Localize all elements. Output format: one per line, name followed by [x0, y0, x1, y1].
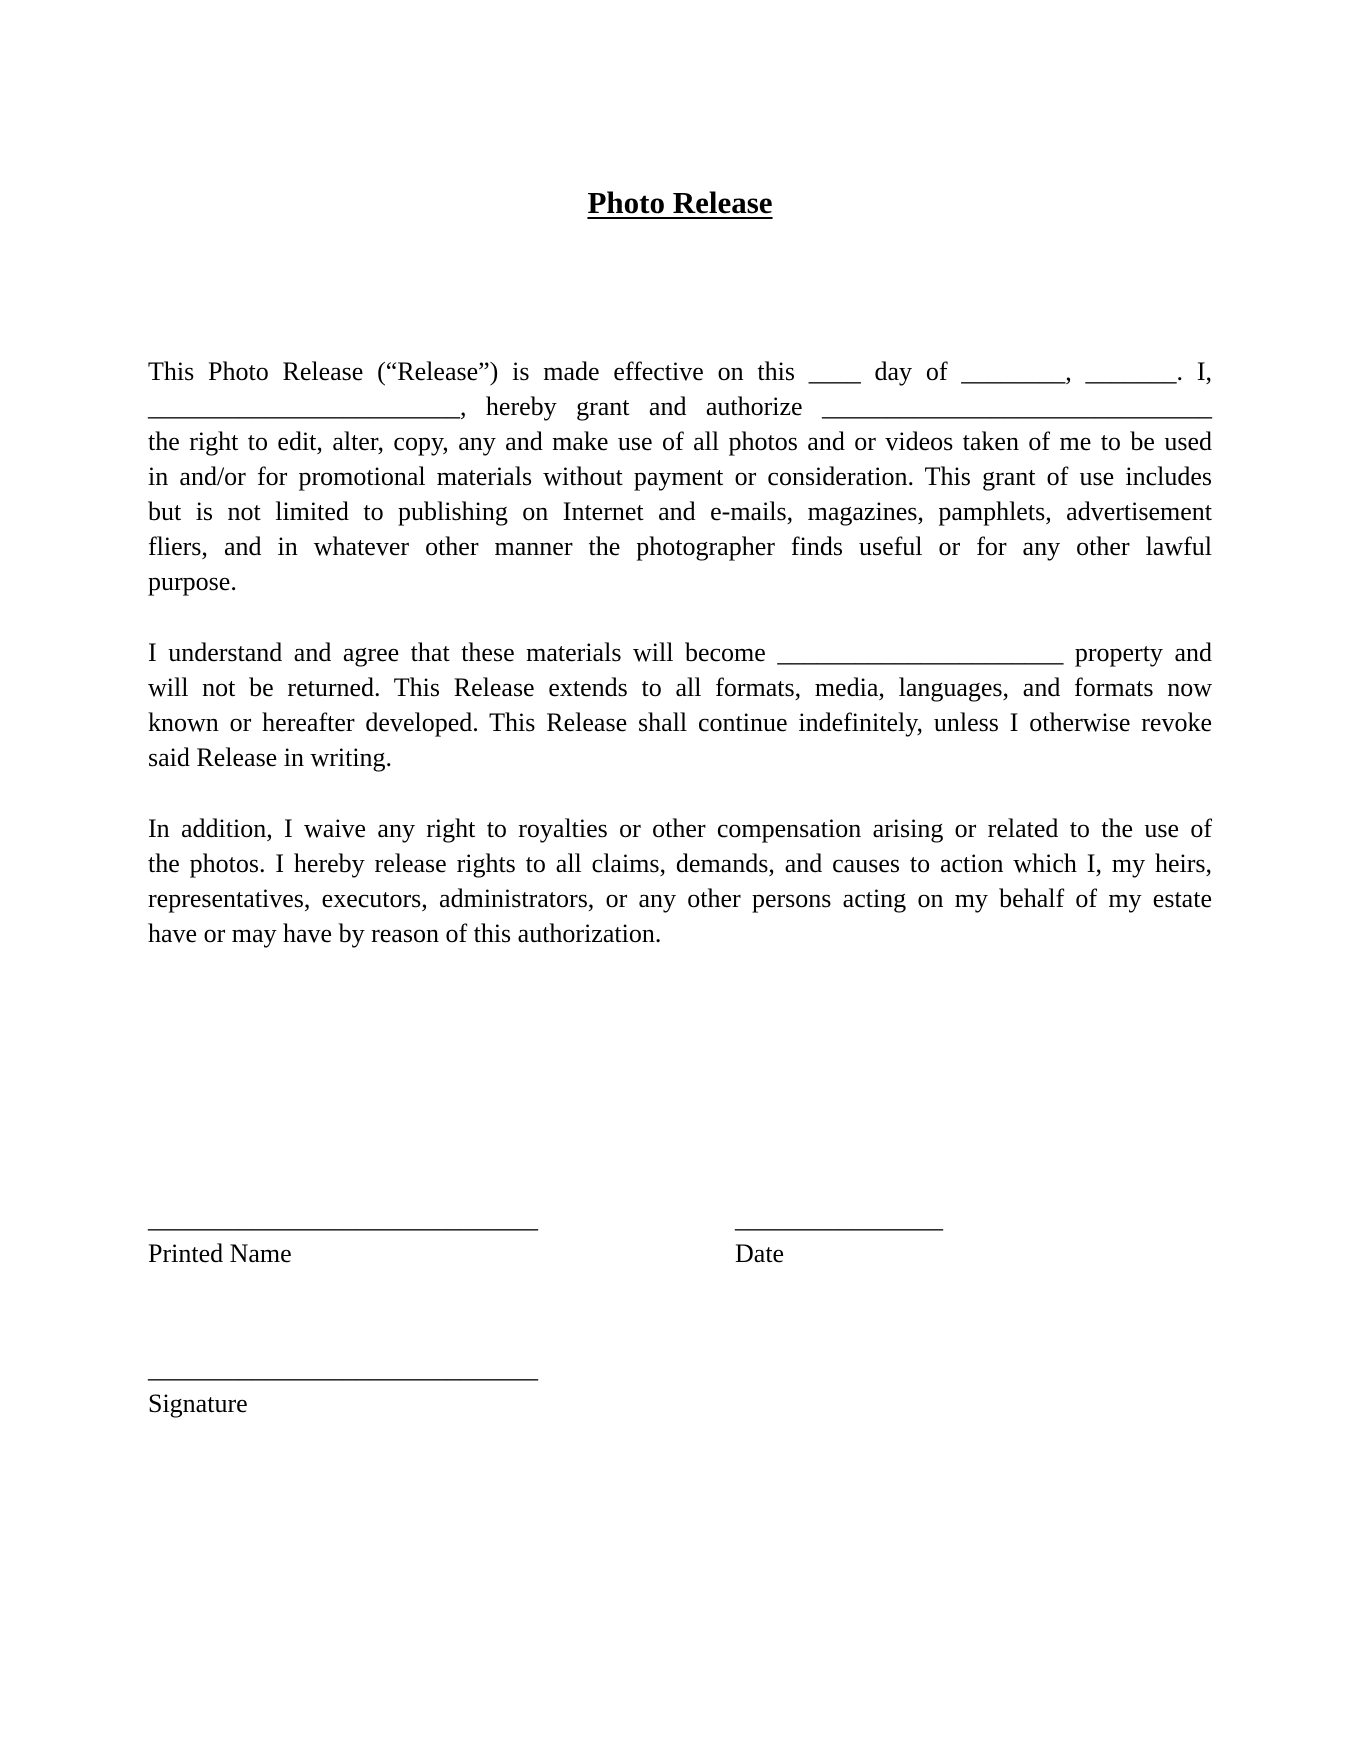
text-line: said Release in writing. [148, 743, 393, 772]
document-content [148, 0, 1212, 1421]
date-block [735, 1201, 1212, 1271]
paragraph-ownership [148, 635, 1212, 775]
date-label: Date [735, 1239, 785, 1268]
text-line: In addition, I waive any right to royalties or other compensation arising or related to the use of [148, 814, 1212, 843]
text-line: I understand and agree that these materials will become ______________________ property and [148, 638, 1212, 667]
text-line: the photos. I hereby release rights to all claims, demands, and causes to action which I, my heirs, [148, 849, 1212, 878]
text-line: have or may have by reason of this authorization. [148, 919, 662, 948]
date-line: ________________ [735, 1204, 943, 1233]
printed-name-block [148, 1201, 735, 1271]
text-line: purpose. [148, 567, 237, 596]
text-line: in and/or for promotional materials without payment or consideration. This grant of use includes [148, 462, 1212, 491]
text-line: This Photo Release (“Release”) is made effective on this ____ day of ________, _______. I, [148, 357, 1212, 386]
signature-label: Signature [148, 1389, 248, 1418]
text-line: ________________________, hereby grant and authorize ______________________________ [148, 392, 1212, 421]
text-line: fliers, and in whatever other manner the photographer finds useful or for any other lawful [148, 532, 1212, 561]
printed-name-line: ______________________________ [148, 1204, 538, 1233]
text-line: will not be returned. This Release extends to all formats, media, languages, and formats now [148, 673, 1212, 702]
printed-name-label: Printed Name [148, 1239, 292, 1268]
text-line: known or hereafter developed. This Release shall continue indefinitely, unless I otherwise revoke [148, 708, 1212, 737]
text-line: the right to edit, alter, copy, any and make use of all photos and or videos taken of me to be used [148, 427, 1212, 456]
document-title: Photo Release [587, 185, 773, 220]
text-line: representatives, executors, administrators, or any other persons acting on my behalf of my estate [148, 884, 1212, 913]
paragraph-grant [148, 354, 1212, 599]
signature-block [148, 1351, 1212, 1421]
signature-line: ______________________________ [148, 1354, 538, 1383]
paragraph-waiver [148, 811, 1212, 951]
signature-section [148, 1201, 1212, 1271]
text-line: but is not limited to publishing on Internet and e-mails, magazines, pamphlets, advertisement [148, 497, 1212, 526]
